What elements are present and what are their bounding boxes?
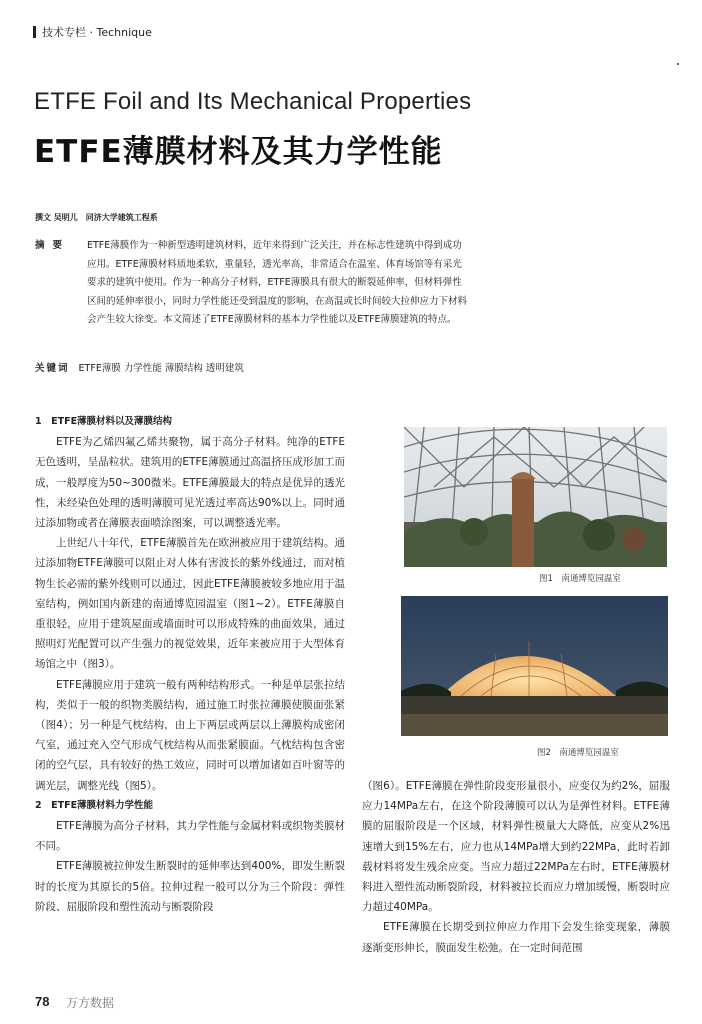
abstract-text: ETFE薄膜作为一种新型透明建筑材料，近年来得到广泛关注，并在标志性建筑中得到成功应用。ETFE薄膜材料质地柔软，重量轻，透光率高，非常适合在温室、体育场馆等有采光要求的建筑中使用。作为一种高分子材料，ETFE薄膜具有很大的断裂延伸率，但材料弹性区间的延伸率很小，同时力学性能还受到温度的影响，在高温或长时间较大拉伸应力下材料会产生较大徐变。本文简述了ETFE薄膜材料的基本力学性能以及ETFE薄膜建筑的特点。 [87,240,468,326]
header-section-label: 技术专栏 · Technique [42,26,152,39]
greenhouse-interior-image [404,427,667,567]
section1-paragraph-3: ETFE薄膜应用于建筑一般有两种结构形式。一种是单层张拉结构，类似于一般的织物类膜结构，通过施工时张拉薄膜使膜面张紧（图4）；另一种是气枕结构，由上下两层或两层以上薄膜构成密闭气室，通过充入空气形成气枕结构从而张紧膜面。气枕结构包含密闭的空气层，具有较好的热工效应，同时可以增加诸如百叶窗等的调光层，调整光线（图5）。 [35,678,345,792]
title-english: ETFE Foil and Its Mechanical Properties [34,88,472,115]
figure-2-photo [401,596,668,736]
section-header [33,24,152,40]
right-paragraph-1: （图6）。ETFE薄膜在弹性阶段变形量很小，应变仅为约2%，屈服应力14MPa左右，在这个阶段薄膜可以认为是弹性材料。ETFE薄膜的屈服阶段是一个区域，材料弹性模量大大降低，应变从2%迅速增大到15%左右，应力也从14MPa增大到约22MPa，此时若卸载材料将发生残余应变。当应力超过22MPa左右时，ETFE薄膜材料进入塑性流动断裂阶段，材料被拉长而应力增加缓慢，断裂时应力超过40MPa。 [362,780,670,914]
section2-paragraph-2: ETFE薄膜被拉伸发生断裂时的延伸率达到400%，即发生断裂时的长度为其原长的5倍。拉伸过程一般可以分为三个阶段：弹性阶段、屈服阶段和塑性流动与断裂阶段 [35,860,345,913]
figure-1-caption: 图1 南通博览园温室 [539,574,621,584]
keywords [35,360,244,374]
left-column [35,412,345,917]
title-chinese: ETFE薄膜材料及其力学性能 [34,134,443,170]
section1-paragraph-1: ETFE为乙烯四氟乙烯共聚物，属于高分子材料。纯净的ETFE无色透明，呈晶粒状。建筑用的ETFE薄膜通过高温挤压成形加工而成，一般厚度为50~300微米。ETFE薄膜最大的特点是优异的透光性，未经染色处理的透明薄膜可见光透过率高达90%以上。同时通过添加物或者在薄膜表面喷涂图案，可以调整透光率。 [35,436,345,530]
section1-heading: 1 ETFE薄膜材料以及薄膜结构 [35,416,173,427]
greenhouse-dome-image [401,596,668,736]
header-bar-icon [33,26,36,38]
section2-paragraph-1: ETFE薄膜为高分子材料，其力学性能与金属材料或织物类膜材不同。 [35,820,345,853]
figure-1-photo [404,427,667,567]
keywords-label: 关键词 [35,363,70,374]
right-paragraph-2: ETFE薄膜在长期受到拉伸应力作用下会发生徐变现象，薄膜逐渐变形伸长，膜面发生松弛。在一定时间范围 [362,921,670,954]
watermark-text: 万方数据 [66,996,115,1010]
abstract [35,237,470,330]
section2-heading: 2 ETFE薄膜材料力学性能 [35,799,154,811]
author-line: 撰文 吴明儿 同济大学建筑工程系 [35,213,158,222]
abstract-label: 摘要 [35,240,71,251]
page-number: 78 [35,994,50,1009]
right-column [362,776,670,958]
stray-dot [677,63,679,65]
keywords-text: ETFE薄膜 力学性能 薄膜结构 透明建筑 [78,363,244,374]
figure-2-caption: 图2 南通博览园温室 [537,748,619,758]
section1-paragraph-2: 上世纪八十年代，ETFE薄膜首先在欧洲被应用于建筑结构。通过添加物ETFE薄膜可以阻止对人体有害波长的紫外线通过，而对植物生长必需的紫外线则可以通过，因此ETFE薄膜被较多地应用于温室结构，例如国内新建的南通博览园温室（图1~2）。ETFE薄膜自重很轻，应用于建筑屋面或墙面时可以形成特殊的曲面效果，通过照明灯光配置可以产生强力的视觉效果，近年来被应用于大型体育场馆之中（图3）。 [35,537,345,671]
